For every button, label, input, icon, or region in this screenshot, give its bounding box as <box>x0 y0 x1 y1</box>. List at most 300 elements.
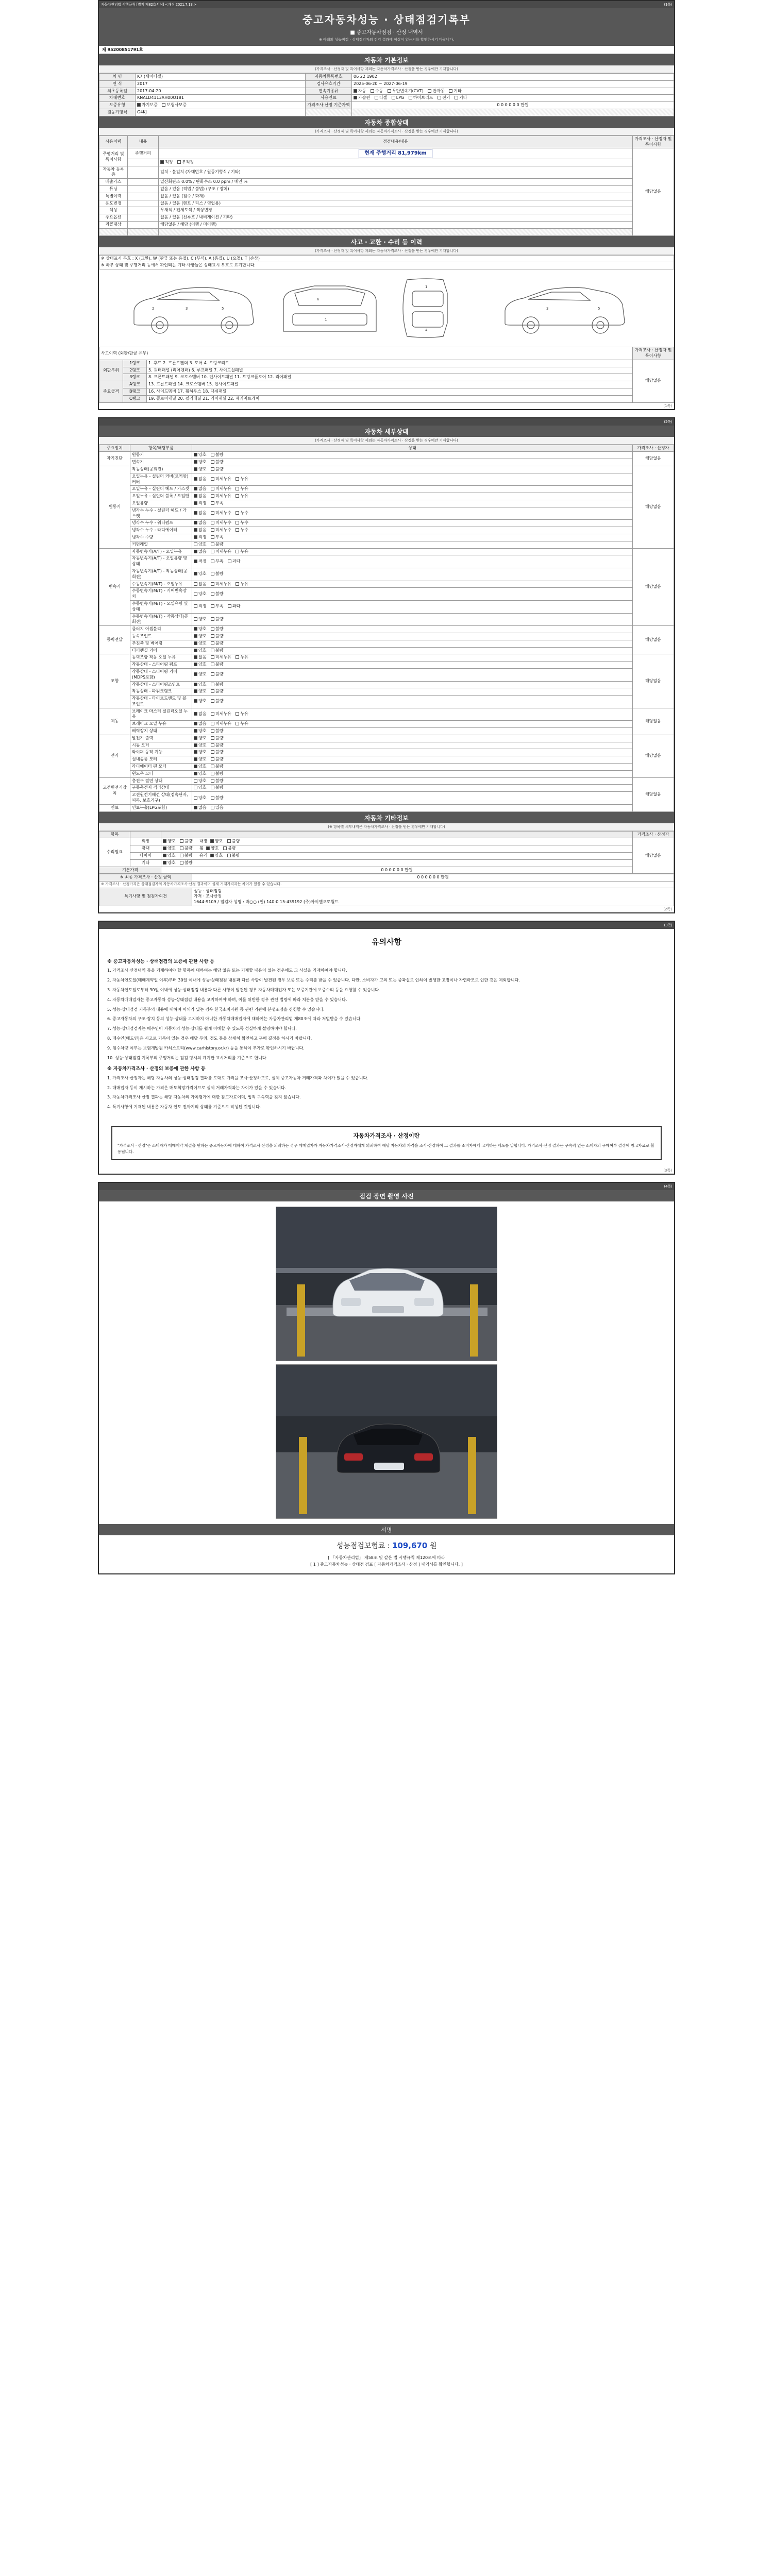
opt-bad[interactable]: 불량 <box>211 641 223 647</box>
inspection-photo-front[interactable] <box>276 1207 497 1361</box>
fuel-option-hybrid[interactable]: 하이브리드 <box>409 95 433 101</box>
sheet-page-3 <box>98 921 675 1175</box>
opt-leak[interactable]: 누유 <box>236 494 248 499</box>
status-hv-0 <box>192 777 633 785</box>
opt-good[interactable]: 양호 <box>194 460 206 465</box>
opt-low[interactable]: 부족 <box>211 559 223 565</box>
table-row <box>99 459 674 466</box>
item-self-engine: 원동기 <box>130 452 192 459</box>
signature-section-title: 서명 <box>99 1524 674 1535</box>
table-row <box>99 507 674 520</box>
item-elec-5: 윈도우 모터 <box>130 770 192 777</box>
table-row <box>99 222 674 229</box>
opt-none[interactable]: 없음 <box>194 655 206 660</box>
table-row <box>99 395 674 402</box>
table-header-row <box>99 445 674 452</box>
item-power-0: 클러치 어셈블리 <box>130 626 192 633</box>
row-label-blank-2 <box>99 228 128 235</box>
basic-info-table <box>99 73 674 116</box>
opt-leak[interactable]: 누유 <box>236 721 248 727</box>
status-power-1 <box>192 633 633 640</box>
opt-yes[interactable]: 있음 <box>211 805 223 811</box>
opt-low[interactable]: 부족 <box>211 604 223 609</box>
item-engine-7: 냉각수 누수 - 라디에이터 <box>130 527 192 534</box>
table-row <box>99 148 674 159</box>
opt-slight[interactable]: 미세누유 <box>211 549 231 555</box>
item-trans-4: 수동변속기(M/T) - 기어변속장치 <box>130 588 192 601</box>
opt-slight[interactable]: 미세누유 <box>211 655 231 660</box>
etc-table <box>99 831 674 874</box>
office-value <box>192 888 674 906</box>
label-vin: 차대번호 <box>99 95 136 102</box>
row-value-registration: 일치 · 불일치 (차대번호 / 원동기형식 / 기타) <box>159 166 633 179</box>
opt-good[interactable]: 양호 <box>194 757 206 762</box>
opt-bad[interactable]: 불량 <box>211 771 223 777</box>
table-row <box>99 633 674 640</box>
transmission-option-cvt[interactable]: 무단변속기(CVT) <box>388 89 424 94</box>
table-row <box>99 708 674 721</box>
status-engine-9 <box>192 541 633 548</box>
fuel-option-electric[interactable]: 전기 <box>438 95 450 101</box>
status-engine-6 <box>192 520 633 527</box>
accident-panel-title: 사고이력 (외판/판금 유무) <box>99 347 633 360</box>
etc-base-price-label: 기본가격 <box>99 867 161 874</box>
item-trans-1: 자동변속기(A/T) - 오일유량 및 상태 <box>130 555 192 568</box>
etc-base-price-value: 0 0 0 0 0 0 만원 <box>161 867 633 874</box>
label-engine-type: 원동기형식 <box>99 109 136 116</box>
detail-col-main: 주요장치 <box>99 445 130 452</box>
opt-leak[interactable]: 누수 <box>236 528 248 533</box>
opt-none[interactable]: 없음 <box>194 805 206 811</box>
notice-heading-2: ※ 자동차가격조사 · 산정의 보증에 관한 사항 등 <box>107 1066 206 1072</box>
opt-none[interactable]: 없음 <box>194 711 206 717</box>
table-row <box>99 374 674 381</box>
group-label-steering: 조향 <box>99 654 130 708</box>
price-definition-box <box>111 1126 662 1160</box>
fuel-option-diesel[interactable]: 디젤 <box>375 95 387 101</box>
opt-low[interactable]: 부족 <box>211 535 223 540</box>
opt-bad[interactable]: 불량 <box>211 750 223 755</box>
table-row <box>99 600 674 613</box>
opt-leak[interactable]: 누수 <box>236 511 248 516</box>
row-label-mileage: 주행거리 <box>128 148 159 159</box>
sheet-page-1 <box>98 0 675 410</box>
opt-bad[interactable]: 불량 <box>211 452 223 458</box>
opt-none[interactable]: 없음 <box>194 477 206 482</box>
section-overall-condition-title: 자동차 종합상태 <box>99 116 674 128</box>
row-value-usage-change: 없음 / 있음 (렌트 / 리스 / 영업용) <box>159 200 633 207</box>
status-steer-3 <box>192 681 633 688</box>
sign-electric: 해당없음 <box>633 735 674 777</box>
opt-none[interactable]: 없음 <box>194 494 206 499</box>
opt-none[interactable]: 없음 <box>194 582 206 587</box>
opt-good[interactable]: 양호 <box>194 467 206 472</box>
item-self-transmission: 변속기 <box>130 459 192 466</box>
group-label-transmission: 변속기 <box>99 548 130 626</box>
item-engine-0: 작동상태(공회전) <box>130 466 192 473</box>
row-label-emission: 배출가스 <box>99 179 128 186</box>
opt-good[interactable]: 양호 <box>194 641 206 647</box>
etc-col-sign: 가격조사 · 산정자 <box>633 831 674 838</box>
section-detail-note: (가격조사 · 산정자 및 특이사항 제외는 자동차가격조사 · 산정을 받는 경우에만 기재합니다) <box>99 437 674 445</box>
group-label-fuel: 연료 <box>99 804 130 811</box>
row-value-emission: 일산화탄소 0.0% / 탄화수소 0.0 ppm / 매연 % <box>159 179 633 186</box>
accident-sign-header: 가격조사 · 산정자 및 특이사항 <box>633 347 674 360</box>
status-trans-3 <box>192 581 633 588</box>
row-sub-blank-2 <box>128 228 159 235</box>
etc-item-glass: 유리 <box>199 853 208 858</box>
label-model-year: 연 식 <box>99 80 136 88</box>
col-header-name: 내용 <box>128 135 159 148</box>
table-row <box>99 845 674 853</box>
opt-bad[interactable]: 불량 <box>180 860 192 866</box>
row-value-special-history: 없음 / 있음 (침수 / 화재) <box>159 193 633 200</box>
opt-good[interactable]: 양호 <box>194 662 206 668</box>
final-price-value: 0 0 0 0 0 0 만원 <box>192 874 674 882</box>
etc-item-other: 기타 <box>130 859 161 867</box>
detail-condition-table <box>99 445 674 812</box>
row-label-usage-change: 용도변경 <box>99 200 128 207</box>
opt-low[interactable]: 부족 <box>211 501 223 506</box>
label-plate-number: 자동차등록번호 <box>306 74 352 81</box>
row-sub-recall <box>128 222 159 229</box>
status-brake-2 <box>192 728 633 735</box>
table-row <box>99 80 674 88</box>
opt-ok[interactable]: 적정 <box>194 535 206 540</box>
fuel-option-lpg[interactable]: LPG <box>392 95 404 101</box>
item-power-1: 등속조인트 <box>130 633 192 640</box>
value-vin: KNALD4113AH00O181 <box>136 95 306 102</box>
etc-col-1: 항목 <box>99 831 130 838</box>
table-row <box>99 159 674 166</box>
opt-bad[interactable]: 불량 <box>211 757 223 762</box>
opt-good[interactable]: 양호 <box>194 682 206 688</box>
table-row <box>99 668 674 681</box>
opt-good[interactable]: 양호 <box>194 626 206 632</box>
item-steer-3: 작동상태 - 스티어링조인트 <box>130 681 192 688</box>
table-row <box>99 207 674 214</box>
sign-overall: 해당없음 <box>633 148 674 235</box>
notice-item-4: 4. 자동차매매업자는 중고자동차 성능·상태점검 내용을 고지하여야 하며, 이를 위반한 경우 관련 법령에 따라 처분을 받을 수 있습니다. <box>107 997 347 1002</box>
row-value-recall: 해당없음 / 해당 (이행 / 미이행) <box>159 222 633 229</box>
opt-none[interactable]: 없음 <box>194 520 206 526</box>
mileage-check-abnormal[interactable]: 부적정 <box>177 160 194 165</box>
sheet4-top <box>99 1183 674 1190</box>
transmission-option-semi[interactable]: 반자동 <box>428 89 444 94</box>
status-engine-1 <box>192 473 633 486</box>
opt-good[interactable]: 양호 <box>194 648 206 654</box>
document-number: 제 95200851791호 <box>99 46 674 54</box>
opt-bad[interactable]: 불량 <box>211 672 223 677</box>
row-value-mileage-sub <box>159 159 633 166</box>
opt-good[interactable]: 양호 <box>194 728 206 734</box>
table-row <box>99 764 674 771</box>
notice-item-3: 3. 자동차인도일로부터 30일 이내에 성능·상태점검 내용과 다른 사항이 발견된 경우 자동차매매업자 또는 보증기관에 보증수리 등을 요청할 수 있습니다. <box>107 988 380 993</box>
etc-group-repair: 수리필요 <box>99 838 130 867</box>
item-brake-2: 배력장치 상태 <box>130 728 192 735</box>
warranty-option-self[interactable]: 자기보증 <box>137 103 158 108</box>
fuel-option-gasoline[interactable]: 가솔린 <box>354 95 370 101</box>
etc-status-other <box>161 859 633 867</box>
opt-bad[interactable]: 불량 <box>211 728 223 734</box>
value-rank-a: 13. 프론트패널 14. 크로스멤버 15. 인사이드패널 <box>147 381 633 388</box>
opt-ok[interactable]: 적정 <box>194 501 206 506</box>
status-hv-2 <box>192 792 633 805</box>
opt-none[interactable]: 없음 <box>194 528 206 533</box>
sheet3-top <box>99 922 674 929</box>
page-subtitle: ■ 중고자동차점검 · 산정 내역서 <box>350 30 423 36</box>
status-steer-0 <box>192 654 633 662</box>
item-trans-2: 자동변속기(A/T) - 작동상태(공회전) <box>130 568 192 581</box>
opt-bad[interactable]: 불량 <box>211 795 223 801</box>
opt-slight[interactable]: 미세누유 <box>211 582 231 587</box>
value-base-price: 0 0 0 0 0 0 만원 <box>352 102 674 109</box>
opt-good[interactable]: 양호 <box>194 634 206 639</box>
row-label-registration: 자동차 등록증 <box>99 166 128 179</box>
opt-good[interactable]: 양호 <box>194 452 206 458</box>
opt-good[interactable]: 양호 <box>194 778 206 784</box>
photo-front-svg <box>276 1207 497 1361</box>
sign-high-voltage: 해당없음 <box>633 777 674 811</box>
item-engine-4: 오일유량 <box>130 500 192 507</box>
opt-bad[interactable]: 불량 <box>211 467 223 472</box>
table-row <box>99 626 674 633</box>
opt-none[interactable]: 없음 <box>194 511 206 516</box>
item-trans-3: 수동변속기(M/T) - 오일누유 <box>130 581 192 588</box>
status-fuel-0 <box>192 804 633 811</box>
transmission-option-auto[interactable]: 자동 <box>354 89 366 94</box>
status-engine-8 <box>192 534 633 541</box>
item-hv-1: 구동축전지 격리상태 <box>130 785 192 792</box>
opt-none[interactable]: 없음 <box>194 486 206 492</box>
opt-good[interactable]: 양호 <box>194 571 206 577</box>
opt-good-2[interactable]: 양호 <box>210 853 223 859</box>
opt-good[interactable]: 양호 <box>194 591 206 597</box>
opt-leak[interactable]: 누유 <box>236 655 248 660</box>
opt-bad[interactable]: 불량 <box>180 853 192 859</box>
opt-over[interactable]: 과다 <box>228 604 240 609</box>
opt-slight[interactable]: 미세누유 <box>211 477 231 482</box>
opt-slight[interactable]: 미세누수 <box>211 511 231 516</box>
overall-condition-table <box>99 135 674 236</box>
opt-leak[interactable]: 누유 <box>236 711 248 717</box>
opt-slight[interactable]: 미세누수 <box>211 520 231 526</box>
opt-bad[interactable]: 불량 <box>211 743 223 749</box>
sheet3-code <box>101 923 102 927</box>
opt-ok[interactable]: 적정 <box>194 559 206 565</box>
svg-text:2: 2 <box>152 307 155 311</box>
opt-slight[interactable]: 미세누유 <box>211 721 231 727</box>
opt-good[interactable]: 양호 <box>194 771 206 777</box>
opt-bad[interactable]: 불량 <box>211 662 223 668</box>
photo-rear-svg <box>276 1365 497 1519</box>
item-hv-0: 충전구 절연 상태 <box>130 777 192 785</box>
opt-good-2[interactable]: 양호 <box>206 846 219 852</box>
table-row <box>99 452 674 459</box>
opt-bad[interactable]: 불량 <box>211 648 223 654</box>
item-engine-3: 오일누유 - 실린더 블록 / 오일팬 <box>130 493 192 500</box>
transmission-option-other[interactable]: 기타 <box>449 89 461 94</box>
value-first-registration: 2017-04-20 <box>136 88 306 95</box>
value-blank-1 <box>352 109 674 116</box>
opt-bad[interactable]: 불량 <box>211 634 223 639</box>
mileage-check-normal[interactable]: 적정 <box>160 160 173 165</box>
footer-note-line-1: [ 「자동차관리법」 제58조 및 같은 법 시행규칙 제120조에 따라 <box>328 1555 445 1560</box>
table-row <box>99 493 674 500</box>
opt-good[interactable]: 양호 <box>163 853 175 859</box>
item-engine-5: 냉각수 누수 - 실린더 헤드 / 가스켓 <box>130 507 192 520</box>
label-rank-c: C랭크 <box>123 395 147 402</box>
opt-good[interactable]: 양호 <box>163 839 175 844</box>
opt-bad[interactable]: 불량 <box>211 785 223 791</box>
table-row <box>99 347 674 360</box>
table-row <box>99 792 674 805</box>
notice-item-1: 1. 가격조사·산정내역 등을 기재하여야 할 항목에 대하여는 해당 없음 또는 기재할 내용이 없는 경우에도 그 사실을 기재하여야 합니다. <box>107 968 347 973</box>
opt-good[interactable]: 양호 <box>163 846 175 852</box>
opt-good[interactable]: 양호 <box>194 750 206 755</box>
svg-text:3: 3 <box>186 307 188 311</box>
opt-bad-2[interactable]: 불량 <box>227 853 240 859</box>
opt-bad[interactable]: 불량 <box>180 839 192 844</box>
footer-note <box>99 1554 674 1573</box>
opt-ok[interactable]: 적정 <box>194 604 206 609</box>
opt-bad[interactable]: 불량 <box>211 617 223 622</box>
transmission-option-manual[interactable]: 수동 <box>371 89 383 94</box>
warranty-option-insurer[interactable]: 보험사보증 <box>162 103 187 108</box>
car-damage-diagram[interactable] <box>99 269 674 347</box>
sheet2-code <box>101 420 102 424</box>
opt-slight[interactable]: 미세누유 <box>211 711 231 717</box>
table-row <box>99 109 674 116</box>
car-diagram-svg <box>99 269 674 347</box>
opt-good[interactable]: 양호 <box>194 743 206 749</box>
svg-text:1: 1 <box>425 285 428 290</box>
item-steer-1: 작동상태 - 스티어링 펌프 <box>130 662 192 669</box>
opt-bad[interactable]: 불량 <box>180 846 192 852</box>
fuel-option-other[interactable]: 기타 <box>455 95 467 101</box>
opt-bad[interactable]: 불량 <box>211 460 223 465</box>
row-sub-special-history <box>128 193 159 200</box>
opt-leak[interactable]: 누유 <box>236 486 248 492</box>
opt-none[interactable]: 없음 <box>194 549 206 555</box>
item-elec-1: 시동 모터 <box>130 742 192 749</box>
opt-good[interactable]: 양호 <box>194 689 206 694</box>
opt-leak[interactable]: 누유 <box>236 549 248 555</box>
label-rank-b: B랭크 <box>123 388 147 396</box>
status-elec-2 <box>192 749 633 756</box>
sign-brake: 해당없음 <box>633 708 674 735</box>
opt-bad[interactable]: 불량 <box>211 571 223 577</box>
label-outer-panel: 외판부위 <box>99 360 123 381</box>
opt-slight[interactable]: 미세누수 <box>211 528 231 533</box>
etc-item-exterior: 외장 <box>130 838 161 845</box>
table-row <box>99 486 674 493</box>
col-header-check: 점검내용/내용 <box>159 135 633 148</box>
fee-label: 성능점검보험료 : <box>336 1541 390 1550</box>
table-header-row <box>99 831 674 838</box>
opt-good[interactable]: 양호 <box>194 542 206 548</box>
opt-good-2[interactable]: 양호 <box>210 839 223 844</box>
opt-good[interactable]: 양호 <box>194 785 206 791</box>
table-row <box>99 613 674 626</box>
opt-bad[interactable]: 불량 <box>211 626 223 632</box>
opt-good[interactable]: 양호 <box>194 617 206 622</box>
item-steer-2: 작동상태 - 스티어링 기어(MDPS포함) <box>130 668 192 681</box>
table-row <box>99 228 674 235</box>
document-title-bar <box>99 8 674 46</box>
opt-slight[interactable]: 미세누유 <box>211 486 231 492</box>
opt-good[interactable]: 양호 <box>194 795 206 801</box>
opt-bad[interactable]: 불량 <box>211 682 223 688</box>
table-row <box>99 777 674 785</box>
table-row <box>99 770 674 777</box>
section-basic-info-note: (가격조사 · 산정자 및 특이사항 제외는 자동차가격조사 · 산정을 받는 경우에만 기재합니다) <box>99 65 674 73</box>
item-engine-6: 냉각수 누수 - 워터펌프 <box>130 520 192 527</box>
opt-bad[interactable]: 불량 <box>211 764 223 770</box>
row-value-options: 없음 / 있음 (선루프 / 내비게이션 / 기타) <box>159 214 633 222</box>
label-rank-a: A랭크 <box>123 381 147 388</box>
opt-good[interactable]: 양호 <box>194 736 206 741</box>
notice-page-title: 유의사항 <box>372 937 401 947</box>
table-row <box>99 688 674 696</box>
svg-text:6: 6 <box>317 297 320 302</box>
opt-bad[interactable]: 불량 <box>211 689 223 694</box>
opt-leak[interactable]: 누수 <box>236 520 248 526</box>
opt-good[interactable]: 양호 <box>194 672 206 677</box>
svg-text:3: 3 <box>546 307 549 311</box>
row-sub-tuning <box>128 186 159 193</box>
opt-leak[interactable]: 누유 <box>236 582 248 587</box>
opt-good[interactable]: 양호 <box>194 764 206 770</box>
opt-bad[interactable]: 불량 <box>211 542 223 548</box>
opt-good[interactable]: 양호 <box>194 699 206 704</box>
table-row <box>99 654 674 662</box>
table-row <box>99 193 674 200</box>
etc-item-polish: 광택 <box>130 845 161 853</box>
opt-leak[interactable]: 누유 <box>236 477 248 482</box>
sign-engine: 해당없음 <box>633 466 674 549</box>
opt-bad-2[interactable]: 불량 <box>227 839 240 844</box>
status-steer-2 <box>192 668 633 681</box>
opt-bad-2[interactable]: 불량 <box>223 846 236 852</box>
opt-none[interactable]: 없음 <box>194 721 206 727</box>
table-row <box>99 255 674 262</box>
opt-bad[interactable]: 불량 <box>211 591 223 597</box>
status-trans-5 <box>192 600 633 613</box>
status-engine-3 <box>192 493 633 500</box>
row-value-mileage <box>159 148 633 159</box>
status-elec-3 <box>192 756 633 764</box>
status-engine-7 <box>192 527 633 534</box>
row-sub-registration <box>128 166 159 179</box>
value-rank-b: 16. 사이드멤버 17. 휠하우스 18. 대쉬패널 <box>147 388 633 396</box>
label-rank-2: 2랭크 <box>123 367 147 374</box>
form-code-text: 자동차관리법 시행규칙 [별지 제82호서식] <개정 2021.7.13.> <box>101 3 197 7</box>
opt-slight[interactable]: 미세누유 <box>211 494 231 499</box>
opt-over[interactable]: 과다 <box>228 559 240 565</box>
section-detail-title: 자동차 세부상태 <box>99 426 674 437</box>
sign-self-diagnosis: 해당없음 <box>633 452 674 466</box>
section-overall-condition-note: (가격조사 · 산정자 및 특이사항 제외는 자동차가격조사 · 산정을 받는 경우에만 기재합니다) <box>99 128 674 135</box>
col-header-sign: 가격조사 · 산정자 및 특이사항 <box>633 135 674 148</box>
opt-bad[interactable]: 불량 <box>211 778 223 784</box>
item-power-3: 디퍼렌셜 기어 <box>130 647 192 654</box>
status-steer-5 <box>192 696 633 708</box>
opt-bad[interactable]: 불량 <box>211 736 223 741</box>
inspection-photo-rear[interactable] <box>276 1364 497 1519</box>
opt-bad[interactable]: 불량 <box>211 699 223 704</box>
opt-good[interactable]: 양호 <box>163 860 175 866</box>
